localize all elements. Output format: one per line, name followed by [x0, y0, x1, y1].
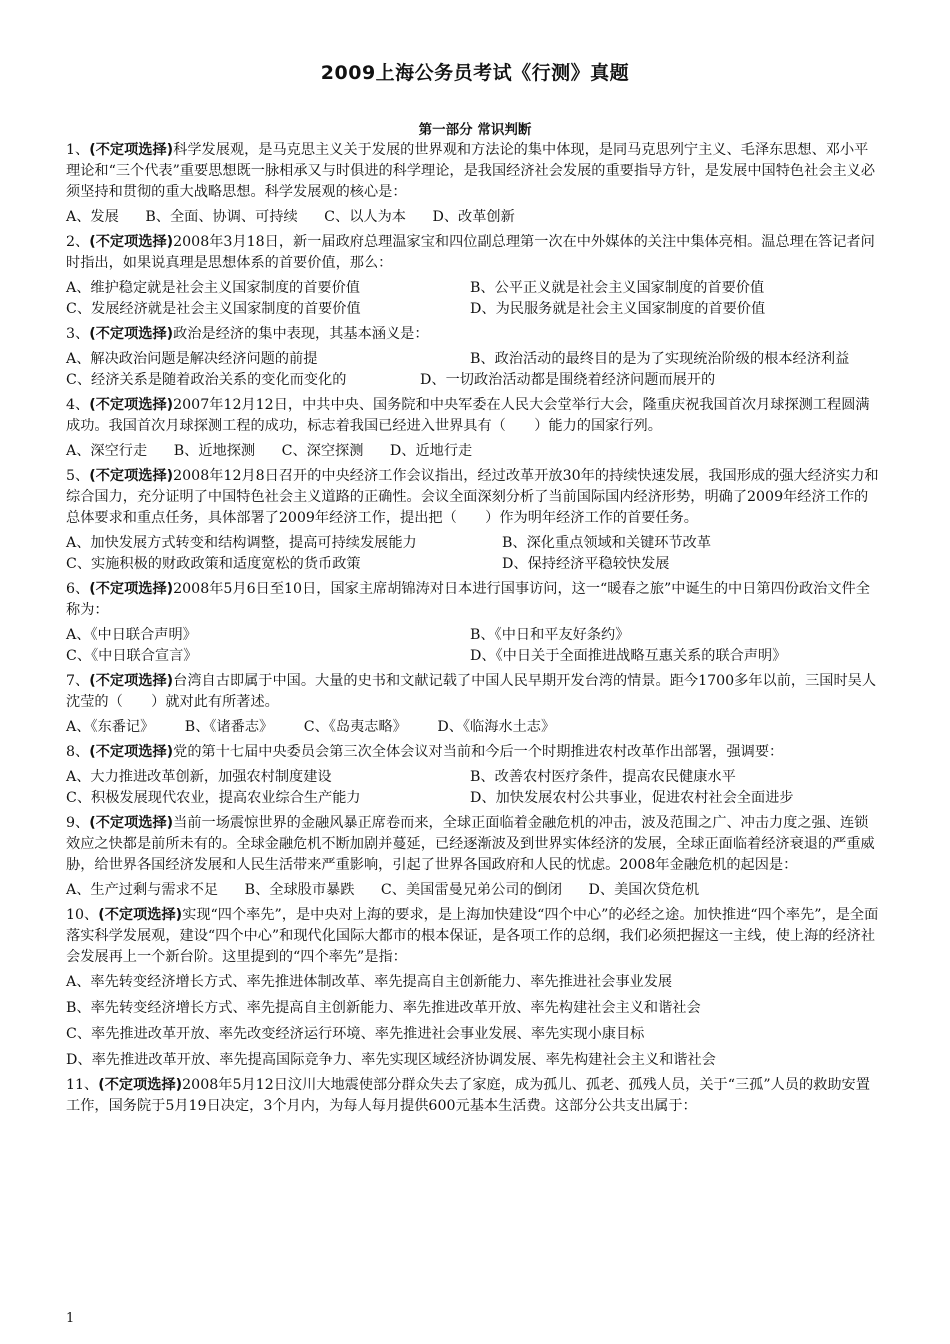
option-c: C、经济关系是随着政治关系的变化而变化的: [66, 372, 347, 388]
options-7: [66, 717, 882, 738]
question-2: [66, 232, 882, 274]
question-type-tag: (不定项选择): [98, 1077, 183, 1093]
option-c: C、率先推进改革开放、率先改变经济运行环境、率先推进社会事业发展、率先实现小康目标: [66, 1026, 645, 1042]
option-c: C、实施积极的财政政策和适度宽松的货币政策: [66, 556, 361, 572]
question-text: 台湾自古即属于中国。大量的史书和文献记载了中国人民早期开发台湾的情景。距今1700多年以前，三国时吴人沈莹的（ ）就对此有所著述。: [66, 673, 877, 710]
option-b: B、全面、协调、可持续: [145, 209, 298, 225]
page-number: 1: [66, 1311, 75, 1326]
option-c: C、积极发展现代农业，提高农业综合生产能力: [66, 790, 361, 806]
option-d: D、改革创新: [432, 209, 515, 225]
option-b: B、《中日和平友好条约》: [470, 627, 630, 643]
option-b: B、改善农村医疗条件，提高农民健康水平: [470, 769, 736, 785]
question-number: 8、: [66, 744, 90, 760]
section-heading: 第一部分 常识判断: [418, 122, 532, 138]
question-type-tag: (不定项选择): [89, 744, 174, 760]
option-d: D、率先推进改革开放、率先提高国际竞争力、率先实现区域经济协调发展、率先构建社会主义和谐社会: [66, 1052, 716, 1068]
option-b: B、深化重点领域和关键环节改革: [502, 535, 712, 551]
options-3: [66, 349, 882, 391]
option-b: B、率先转变经济增长方式、率先提高自主创新能力、率先推进改革开放、率先构建社会主义和谐社会: [66, 1000, 701, 1016]
question-text: 党的第十七届中央委员会第三次全体会议对当前和今后一个时期推进农村改革作出部署，强调要：: [173, 744, 784, 760]
option-d: D、保持经济平稳较快发展: [502, 556, 670, 572]
question-type-tag: (不定项选择): [89, 468, 174, 484]
question-type-tag: (不定项选择): [89, 326, 174, 342]
question-8: [66, 742, 882, 763]
question-5: [66, 466, 882, 529]
question-text: 2007年12月12日，中共中央、国务院和中央军委在人民大会堂举行大会，隆重庆祝我国首次月球探测工程圆满成功。我国首次月球探测工程的成功，标志着我国已经进入世界具有（ ）能力的国家行列。: [66, 397, 870, 434]
question-number: 7、: [66, 673, 90, 689]
options-2: [66, 278, 882, 320]
option-a: A、率先转变经济增长方式、率先推进体制改革、率先提高自主创新能力、率先推进社会事业发展: [66, 974, 673, 990]
question-text: 2008年12月8日召开的中央经济工作会议指出，经过改革开放30年的持续快速发展，我国形成的强大经济实力和综合国力，充分证明了中国特色社会主义道路的正确性。会议全面深刻分析了当前国际国内经济形势，明确了2009年经济工作的总体要求和重点任务，具体部署了2009年经济工作，提出把（ ）作为明年经济工作的首要任务。: [66, 468, 879, 526]
option-b: B、政治活动的最终目的是为了实现统治阶级的根本经济利益: [470, 351, 850, 367]
question-9: [66, 813, 882, 876]
question-type-tag: (不定项选择): [89, 397, 174, 413]
option-c: C、美国雷曼兄弟公司的倒闭: [380, 882, 563, 898]
question-10: [66, 905, 882, 968]
option-a: A、深空行走: [66, 443, 148, 459]
question-type-tag: (不定项选择): [89, 581, 174, 597]
question-6: [66, 579, 882, 621]
question-number: 4、: [66, 397, 90, 413]
question-number: 2、: [66, 234, 90, 250]
option-a: A、生产过剩与需求不足: [66, 882, 219, 898]
option-b: B、全球股市暴跌: [244, 882, 355, 898]
question-number: 11、: [66, 1077, 99, 1093]
question-type-tag: (不定项选择): [89, 234, 174, 250]
question-1: [66, 140, 882, 203]
option-a: A、解决政治问题是解决经济问题的前提: [66, 351, 318, 367]
option-a: A、加快发展方式转变和结构调整，提高可持续发展能力: [66, 535, 417, 551]
option-a: A、《中日联合声明》: [66, 627, 197, 643]
options-6: [66, 625, 882, 667]
question-text: 当前一场震惊世界的金融风暴正席卷而来，全球正面临着金融危机的冲击，波及范围之广、冲击力度之强、连锁效应之快都是前所未有的。全球金融危机不断加剧并蔓延，已经逐渐波及到世界实体经济的发展，全球正面临着经济衰退的严重威胁，给世界各国经济发展和人民生活带来严重影响，引起了世界各国政府和人民的忧虑。2008年金融危机的起因是：: [66, 815, 875, 873]
question-text: 科学发展观，是马克思主义关于发展的世界观和方法论的集中体现，是同马克思列宁主义、毛泽东思想、邓小平理论和“三个代表”重要思想既一脉相承又与时俱进的科学理论，是我国经济社会发展的重要指导方针，是发展中国特色社会主义必须坚持和贯彻的重大战略思想。科学发展观的核心是：: [66, 142, 876, 200]
option-b: B、公平正义就是社会主义国家制度的首要价值: [470, 280, 765, 296]
question-text: 2008年3月18日，新一届政府总理温家宝和四位副总理第一次在中外媒体的关注中集体亮相。温总理在答记者问时指出，如果说真理是思想体系的首要价值，那么：: [66, 234, 875, 271]
option-c: C、《岛夷志略》: [303, 719, 407, 735]
question-11: [66, 1075, 882, 1117]
option-a: A、维护稳定就是社会主义国家制度的首要价值: [66, 280, 360, 296]
options-10: [66, 972, 882, 1071]
question-type-tag: (不定项选择): [89, 673, 174, 689]
question-type-tag: (不定项选择): [98, 907, 183, 923]
question-text: 2008年5月12日汶川大地震使部分群众失去了家庭，成为孤儿、孤老、孤残人员，关于“三孤”人员的救助安置工作，国务院于5月19日决定，3个月内，为每人每月提供600元基本生活费。这部分公共支出属于：: [66, 1077, 870, 1114]
question-number: 10、: [66, 907, 99, 923]
option-a: A、大力推进改革创新，加强农村制度建设: [66, 769, 332, 785]
option-b: B、近地探测: [173, 443, 256, 459]
question-3: [66, 324, 882, 345]
question-text: 政治是经济的集中表现，其基本涵义是：: [173, 326, 429, 342]
question-type-tag: (不定项选择): [89, 142, 174, 158]
options-5: [66, 533, 882, 575]
option-d: D、美国次贷危机: [588, 882, 700, 898]
question-number: 6、: [66, 581, 90, 597]
options-9: [66, 880, 882, 901]
option-c: C、发展经济就是社会主义国家制度的首要价值: [66, 301, 361, 317]
option-a: A、发展: [66, 209, 119, 225]
question-number: 9、: [66, 815, 90, 831]
page-title: 2009上海公务员考试《行测》真题: [320, 62, 630, 84]
question-type-tag: (不定项选择): [89, 815, 174, 831]
option-c: C、深空探测: [281, 443, 364, 459]
question-4: [66, 395, 882, 437]
question-text: 2008年5月6日至10日，国家主席胡锦涛对日本进行国事访问，这一“暖春之旅”中诞生的中日第四份政治文件全称为：: [66, 581, 870, 618]
question-7: [66, 671, 882, 713]
option-d: D、《中日关于全面推进战略互惠关系的联合声明》: [470, 648, 787, 664]
option-d: D、《临海水土志》: [437, 719, 556, 735]
option-c: C、《中日联合宣言》: [66, 648, 198, 664]
question-number: 3、: [66, 326, 90, 342]
option-d: D、一切政治活动都是围绕着经济问题而展开的: [420, 372, 716, 388]
options-4: [66, 441, 882, 462]
option-d: D、为民服务就是社会主义国家制度的首要价值: [470, 301, 766, 317]
question-number: 1、: [66, 142, 90, 158]
options-1: [66, 207, 882, 228]
question-list: [66, 140, 882, 1117]
option-c: C、以人为本: [324, 209, 406, 225]
option-d: D、加快发展农村公共事业，促进农村社会全面进步: [470, 790, 794, 806]
option-d: D、近地行走: [389, 443, 473, 459]
option-a: A、《东番记》: [66, 719, 155, 735]
question-number: 5、: [66, 468, 90, 484]
options-8: [66, 767, 882, 809]
question-text: 实现“四个率先”，是中央对上海的要求，是上海加快建设“四个中心”的必经之途。加快推进“四个率先”，是全面落实科学发展观，建设“四个中心”和现代化国际大都市的根本保证，是各项工作的总纲，我们必须把握这一主线，使上海的经济社会发展再上一个新台阶。这里提到的“四个率先”是指：: [66, 907, 879, 965]
option-b: B、《诸番志》: [184, 719, 274, 735]
